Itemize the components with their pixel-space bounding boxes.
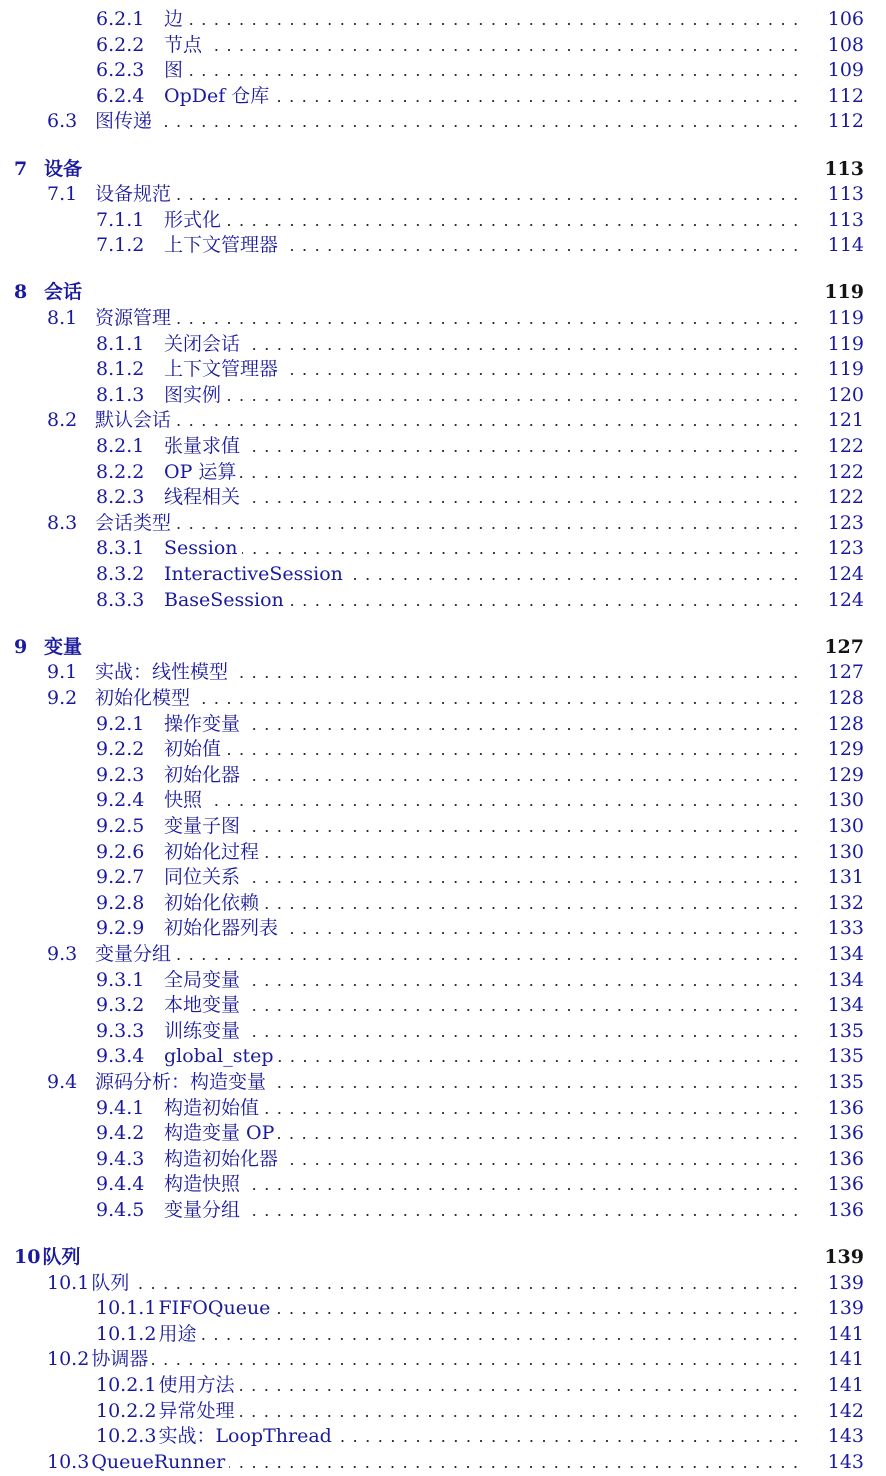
toc-page-number: 120 [827,383,864,406]
toc-page-number: 113 [827,208,864,231]
toc-entry-row[interactable] [0,890,886,916]
toc-entry-title: 初始化依赖 [164,891,260,914]
toc-entry-row[interactable] [0,787,886,813]
toc-entry-row[interactable] [0,1120,886,1146]
toc-entry-row[interactable] [0,1146,886,1172]
toc-entry-title: 初始化器列表 [164,917,279,940]
dot-leader [282,1163,802,1165]
toc-page-number: 134 [827,994,864,1017]
dot-leader [152,1363,802,1365]
toc-entry-number: 9.3.3 [96,1019,145,1042]
toc-entry-row[interactable] [0,839,886,865]
toc-page-number: 133 [827,917,864,940]
dot-leader [175,198,802,200]
dot-leader [206,804,802,806]
toc-entry-title: 全局变量 [164,968,241,991]
toc-page-number: 136 [827,1198,864,1221]
dot-leader [229,1466,802,1468]
toc-page-number: 119 [827,332,864,355]
toc-page-number: 135 [827,1019,864,1042]
toc-entry-row[interactable] [0,331,886,357]
toc-entry-row[interactable] [0,1043,886,1069]
toc-entry-title: FIFOQueue [158,1297,271,1320]
dot-leader [244,348,802,350]
toc-entry-number: 10 [14,1246,41,1268]
toc-entry-number: 9.3 [47,942,78,965]
toc-entry-row[interactable] [0,484,886,510]
toc-chapter-row[interactable] [0,279,886,305]
toc-entry-number: 9.2.5 [96,814,145,837]
dot-leader [244,881,802,883]
toc-entry-title: 会话类型 [95,511,172,534]
toc-entry-row[interactable] [0,1423,886,1449]
toc-page-number: 134 [827,942,864,965]
toc-page-number: 113 [827,183,864,206]
toc-entry-row[interactable] [0,459,886,485]
toc-entry-number: 10.2.2 [96,1399,157,1422]
toc-page-number: 124 [827,563,864,585]
toc-entry-number: 9.3.1 [96,968,145,991]
toc-entry-number: 6.2.4 [96,84,145,107]
toc-page-number: 132 [827,891,864,914]
toc-entry-title: 节点 [164,33,203,56]
toc-page-number: 122 [827,435,864,457]
toc-page-number: 129 [827,738,864,761]
toc-entry-title: 队列 [91,1271,130,1294]
toc-entry-row[interactable] [0,1270,886,1296]
toc-page-number: 129 [827,763,864,786]
dot-leader [336,1440,802,1442]
toc-entry-title: 线程相关 [164,486,241,509]
toc-entry-title: 实战：线性模型 [95,661,229,684]
toc-entry-number: 10.2.1 [96,1374,157,1396]
toc-entry-number: 8.3.1 [96,537,145,560]
toc-page-number: 128 [827,712,864,735]
toc-entry-row[interactable] [0,587,886,613]
dot-leader [278,1137,802,1139]
toc-entry-row[interactable] [0,1095,886,1121]
toc-entry-row[interactable] [0,1295,886,1321]
toc-entry-title: OpDef 仓库 [164,84,270,107]
dot-leader [244,1214,802,1216]
toc-entry-title: 训练变量 [164,1019,241,1042]
dot-leader [282,249,802,251]
toc-entry-number: 9.4.5 [96,1198,145,1221]
toc-entry-title: InteractiveSession [164,563,343,585]
toc-entry-number: 8.3.2 [96,563,145,585]
dot-leader [238,1389,802,1391]
dot-leader [240,476,802,478]
toc-entry-number: 6.2.1 [96,8,145,30]
toc-entry-number: 7.1.2 [96,234,145,257]
toc-entry-row[interactable] [0,1449,886,1475]
toc-entry-number: 9.4.3 [96,1147,145,1170]
toc-page-number: 130 [827,814,864,837]
toc-entry-title: 同位关系 [164,866,241,889]
toc-page-number: 119 [824,281,864,304]
dot-leader [133,1287,802,1289]
dot-leader [244,830,802,832]
toc-entry-title: 设备规范 [95,183,172,206]
toc-entry-title: Session [164,537,238,560]
toc-entry-number: 8.2.1 [96,435,145,457]
toc-entry-title: 变量 [44,635,83,658]
toc-page-number: 106 [827,8,864,30]
dot-leader [263,1112,802,1114]
toc-entry-row[interactable] [0,659,886,685]
toc-entry-title: 上下文管理器 [164,358,279,381]
dot-leader [263,907,802,909]
toc-page-number: 109 [827,59,864,82]
toc-entry-row[interactable] [0,305,886,331]
toc-entry-title: 初始化模型 [95,686,191,709]
toc-entry-title: 构造变量 OP [164,1122,275,1145]
toc-entry-row[interactable] [0,1069,886,1095]
toc-entry-row[interactable] [0,1171,886,1197]
toc-entry-number: 6.2.3 [96,59,145,82]
toc-entry-number: 7.1 [47,183,78,206]
toc-entry-title: 本地变量 [164,994,241,1017]
toc-entry-row[interactable] [0,356,886,382]
dot-leader [244,779,802,781]
toc-page-number: 141 [827,1348,864,1371]
toc-entry-row[interactable] [0,510,886,536]
toc-entry-number: 9 [14,635,28,658]
toc-entry-row[interactable] [0,535,886,561]
toc-page-number: 134 [827,968,864,991]
toc-page-number: 139 [827,1271,864,1294]
dot-leader [206,49,802,51]
toc-page-number: 136 [827,1122,864,1145]
toc-entry-number: 8.3 [47,511,78,534]
toc-entry-number: 9.4.2 [96,1122,145,1145]
toc-entry-title: QueueRunner [91,1450,226,1473]
toc-entry-title: 初始值 [164,738,222,761]
toc-entry-title: 资源管理 [95,307,172,329]
toc-entry-number: 10.1.2 [96,1322,157,1345]
toc-entry-title: 快照 [164,789,203,812]
dot-leader [244,501,802,503]
toc-page-number: 143 [827,1425,864,1448]
toc-page-number: 139 [824,1246,864,1268]
toc-entry-title: 张量求值 [164,435,241,457]
toc-entry-row[interactable] [0,685,886,711]
toc-entry-number: 7 [14,157,28,180]
toc-page-number: 113 [824,157,864,180]
toc-entry-number: 6.3 [47,110,78,133]
toc-entry-number: 8.1 [47,307,78,329]
toc-entry-title: BaseSession [164,588,284,611]
toc-entry-title: 设备 [44,157,83,180]
toc-page-number: 130 [827,789,864,812]
toc-entry-row[interactable] [0,181,886,207]
toc-entry-title: 变量分组 [95,942,172,965]
toc-page-number: 122 [827,460,864,483]
toc-entry-title: 使用方法 [158,1374,235,1396]
toc-page-number: 114 [827,234,864,257]
toc-entry-row[interactable] [0,1321,886,1347]
toc-entry-number: 8 [14,281,28,304]
toc-entry-title: 构造快照 [164,1173,241,1196]
toc-entry-row[interactable] [0,57,886,83]
toc-entry-number: 8.1.1 [96,332,145,355]
dot-leader [282,932,802,934]
toc-entry-number: 9.2.9 [96,917,145,940]
toc-entry-title: global_step [164,1045,274,1068]
dot-leader [282,373,802,375]
toc-page-number: 119 [827,358,864,381]
toc-entry-number: 8.3.3 [96,588,145,611]
toc-entry-number: 9.1 [47,661,78,684]
toc-page-number: 135 [827,1045,864,1068]
toc-entry-row[interactable] [0,967,886,993]
toc-entry-title: 构造初始化器 [164,1147,279,1170]
toc-entry-title: 图传递 [95,110,153,133]
toc-entry-number: 7.1.1 [96,208,145,231]
dot-leader [244,984,802,986]
toc-page-number: 136 [827,1147,864,1170]
toc-entry-number: 9.4.4 [96,1173,145,1196]
toc-entry-row[interactable] [0,32,886,58]
toc-entry-number: 9.4 [47,1070,78,1093]
toc-entry-title: 会话 [44,281,83,304]
dot-leader [347,578,802,580]
toc-entry-row[interactable] [0,1398,886,1424]
toc-entry-row[interactable] [0,941,886,967]
toc-entry-row[interactable] [0,736,886,762]
dot-leader [175,527,802,529]
toc-entry-title: 初始化器 [164,763,241,786]
toc-entry-number: 10.1.1 [96,1297,157,1320]
toc-page-number: 139 [827,1297,864,1320]
toc-page-number: 143 [827,1450,864,1473]
toc-entry-title: OP 运算 [164,460,237,483]
dot-leader [244,1009,802,1011]
toc-entry-number: 9.3.4 [96,1045,145,1068]
dot-leader [274,1312,802,1314]
toc-entry-title: 上下文管理器 [164,234,279,257]
dot-leader [270,1086,802,1088]
toc-entry-number: 10.1 [47,1271,90,1294]
toc-chapter-row[interactable] [0,634,886,660]
toc-entry-number: 6.2.2 [96,33,145,56]
toc-page-number: 136 [827,1096,864,1119]
toc-entry-row[interactable] [0,433,886,459]
toc-entry-number: 8.2 [47,409,78,432]
dot-leader [175,424,802,426]
dot-leader [244,1188,802,1190]
toc-page-number: 123 [827,537,864,560]
toc-entry-title: 变量子图 [164,814,241,837]
dot-leader [156,125,802,127]
toc-chapter-row[interactable] [0,1244,886,1270]
dot-leader [263,856,802,858]
toc-entry-title: 实战：LoopThread [158,1425,332,1448]
dot-leader [187,74,802,76]
toc-entry-row[interactable] [0,711,886,737]
toc-entry-row[interactable] [0,864,886,890]
toc-page-number: 127 [827,661,864,684]
dot-leader [225,399,802,401]
toc-page-number: 127 [824,635,864,658]
toc-entry-row[interactable] [0,992,886,1018]
toc-entry-number: 8.2.2 [96,460,145,483]
toc-entry-title: 形式化 [164,208,222,231]
toc-entry-row[interactable] [0,382,886,408]
toc-entry-row[interactable] [0,762,886,788]
toc-entry-number: 10.2.3 [96,1425,157,1448]
toc-entry-row[interactable] [0,1018,886,1044]
dot-leader [232,676,802,678]
toc-entry-title: 用途 [158,1322,197,1345]
toc-page-number: 123 [827,511,864,534]
dot-leader [175,958,802,960]
toc-entry-number: 9.4.1 [96,1096,145,1119]
toc-page-number: 135 [827,1070,864,1093]
toc-page-number: 142 [827,1399,864,1422]
dot-leader [225,753,802,755]
toc-entry-number: 9.2.7 [96,866,145,889]
toc-entry-row[interactable] [0,407,886,433]
toc-page-number: 112 [827,110,864,133]
toc-entry-row[interactable] [0,915,886,941]
toc-entry-number: 9.3.2 [96,994,145,1017]
toc-entry-number: 9.2.2 [96,738,145,761]
toc-entry-number: 8.1.3 [96,383,145,406]
toc-entry-number: 10.2 [47,1348,90,1371]
toc-entry-number: 9.2 [47,686,78,709]
dot-leader [288,604,802,606]
toc-chapter-row[interactable] [0,156,886,182]
dot-leader [244,450,802,452]
toc-entry-title: 边 [164,8,184,30]
toc-entry-number: 9.2.1 [96,712,145,735]
toc-entry-title: 操作变量 [164,712,241,735]
toc-entry-title: 构造初始值 [164,1096,260,1119]
toc-page-number: 108 [827,33,864,56]
toc-entry-row[interactable] [0,6,886,32]
toc-entry-number: 8.2.3 [96,486,145,509]
dot-leader [225,224,802,226]
toc-page-number: 141 [827,1374,864,1396]
toc-entry-title: 关闭会话 [164,332,241,355]
toc-entry-row[interactable] [0,232,886,258]
toc-entry-title: 协调器 [91,1348,149,1371]
dot-leader [187,23,802,25]
toc-entry-row[interactable] [0,83,886,109]
dot-leader [200,1338,802,1340]
toc-entry-title: 变量分组 [164,1198,241,1221]
toc-entry-title: 初始化过程 [164,840,260,863]
dot-leader [244,728,802,730]
toc-entry-title: 图实例 [164,383,222,406]
toc-page-number: 136 [827,1173,864,1196]
toc-entry-row[interactable] [0,1197,886,1223]
dot-leader [273,100,802,102]
toc-entry-row[interactable] [0,1372,886,1398]
toc-entry-number: 9.2.4 [96,789,145,812]
toc-entry-row[interactable] [0,207,886,233]
toc-entry-row[interactable] [0,1346,886,1372]
dot-leader [238,1415,802,1417]
toc-entry-number: 9.2.3 [96,763,145,786]
toc-page-number: 141 [827,1322,864,1345]
toc-entry-title: 默认会话 [95,409,172,432]
toc-entry-title: 异常处理 [158,1399,235,1422]
toc-entry-title: 队列 [42,1246,81,1268]
toc-entry-number: 9.2.6 [96,840,145,863]
toc-entry-number: 9.2.8 [96,891,145,914]
dot-leader [244,1035,802,1037]
toc-page-number: 124 [827,588,864,611]
dot-leader [278,1060,802,1062]
toc-page-number: 128 [827,686,864,709]
toc-entry-number: 10.3 [47,1450,90,1473]
dot-leader [175,322,802,324]
dot-leader [194,702,802,704]
toc-page-number: 131 [827,866,864,889]
toc-page-number: 130 [827,840,864,863]
toc-page-number: 122 [827,486,864,509]
toc-entry-title: 源码分析：构造变量 [95,1070,267,1093]
toc-entry-row[interactable] [0,108,886,134]
dot-leader [242,552,802,554]
toc-page-number: 119 [827,307,864,329]
toc-page-number: 112 [827,84,864,107]
toc-entry-row[interactable] [0,813,886,839]
toc-entry-row[interactable] [0,561,886,587]
toc-page-number: 121 [827,409,864,432]
toc-entry-title: 图 [164,59,184,82]
toc-entry-number: 8.1.2 [96,358,145,381]
